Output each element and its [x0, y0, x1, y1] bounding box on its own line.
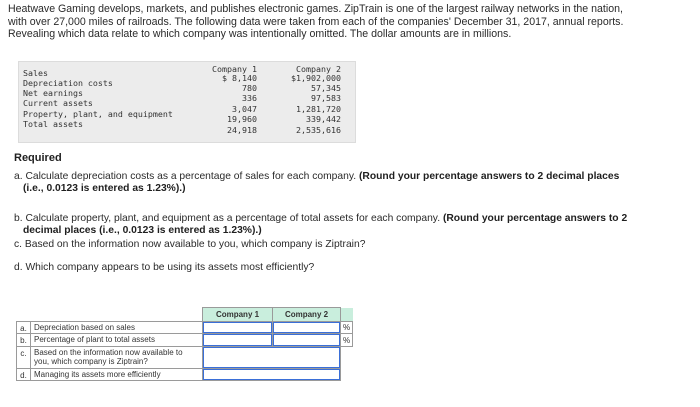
answer-row-label: Based on the information now available to you, which company is Ziptrain? — [31, 346, 203, 368]
value-depreciation-c1: 780 — [242, 83, 257, 93]
answer-row-letter: d. — [17, 368, 31, 380]
value-total-assets-c2: 2,535,616 — [296, 125, 341, 135]
question-b — [14, 213, 694, 237]
intro-line-2: with over 27,000 miles of railroads. The following data were taken from each of the companies' December 31, 2017, annual reports. — [8, 15, 624, 28]
intro-line-1: Heatwave Gaming develops, markets, and publishes electronic games. ZipTrain is one of the largest railway networks in the nation, — [8, 3, 623, 15]
value-net-earnings-c2: 97,583 — [311, 93, 341, 103]
answer-row-letter: a. — [17, 322, 31, 334]
answer-table — [16, 307, 353, 381]
value-depreciation-c2: 57,345 — [311, 83, 341, 93]
percent-unit: % — [341, 322, 353, 334]
answer-select-c[interactable] — [203, 346, 341, 368]
intro-line-3: Revealing which data relate to which company was intentionally omitted. The dollar amounts are in millions. — [8, 28, 512, 41]
value-net-earnings-c1: 336 — [242, 93, 257, 103]
answer-input-a-company-1[interactable] — [203, 322, 273, 334]
value-ppe-c1: 19,960 — [227, 114, 257, 124]
row-label-total-assets: Total assets — [23, 119, 83, 129]
financial-data-table — [18, 61, 356, 143]
question-a-instruction-example: (i.e., 0.0123 is entered as 1.23%).) — [23, 183, 186, 195]
question-c: c. Based on the information now available to you, which company is Ziptrain? — [14, 239, 366, 250]
value-total-assets-c1: 24,918 — [227, 125, 257, 135]
row-label-current-assets: Current assets — [23, 98, 93, 108]
answer-header-company-1: Company 1 — [203, 308, 273, 322]
answer-input-b-company-1[interactable] — [203, 334, 273, 346]
question-a-instruction: (Round your percentage answers to 2 decimal places — [358, 171, 620, 182]
question-b-instruction-example: decimal places (i.e., 0.0123 is entered as 1.23%).) — [23, 225, 262, 237]
answer-row-label: Depreciation based on sales — [31, 322, 203, 334]
value-current-assets-c2: 1,281,720 — [296, 104, 341, 114]
answer-select-d[interactable] — [203, 368, 341, 380]
answer-header-company-2: Company 2 — [273, 308, 341, 322]
value-sales-c1: $ 8,140 — [222, 73, 257, 83]
header-company-1: Company 1 — [212, 64, 257, 74]
answer-row-letter: c. — [17, 346, 31, 368]
row-label-depreciation: Depreciation costs — [23, 78, 113, 88]
answer-row-a — [17, 322, 353, 334]
answer-input-b-company-2[interactable] — [273, 334, 341, 346]
question-b-text: b. Calculate property, plant, and equipment as a percentage of total assets for each company. — [14, 213, 441, 224]
percent-unit: % — [341, 334, 353, 346]
problem-intro — [8, 3, 694, 41]
row-label-sales: Sales — [23, 68, 48, 78]
header-company-2: Company 2 — [296, 64, 341, 74]
question-a — [14, 171, 694, 195]
answer-row-d — [17, 368, 353, 380]
required-heading: Required — [14, 152, 62, 164]
answer-header-spacer — [17, 308, 203, 322]
question-d: d. Which company appears to be using its assets most efficiently? — [14, 262, 315, 273]
answer-input-a-company-2[interactable] — [273, 322, 341, 334]
answer-row-label: Percentage of plant to total assets — [31, 334, 203, 346]
row-label-ppe: Property, plant, and equipment — [23, 109, 173, 119]
value-sales-c2: $1,902,000 — [291, 73, 341, 83]
answer-row-c — [17, 346, 353, 368]
answer-row-b — [17, 334, 353, 346]
value-current-assets-c1: 3,047 — [232, 104, 257, 114]
value-ppe-c2: 339,442 — [306, 114, 341, 124]
question-a-text: a. Calculate depreciation costs as a percentage of sales for each company. — [14, 171, 357, 182]
answer-row-letter: b. — [17, 334, 31, 346]
question-b-instruction: (Round your percentage answers to 2 — [442, 213, 628, 224]
answer-row-label: Managing its assets more efficiently — [31, 368, 203, 380]
row-label-net-earnings: Net earnings — [23, 88, 83, 98]
